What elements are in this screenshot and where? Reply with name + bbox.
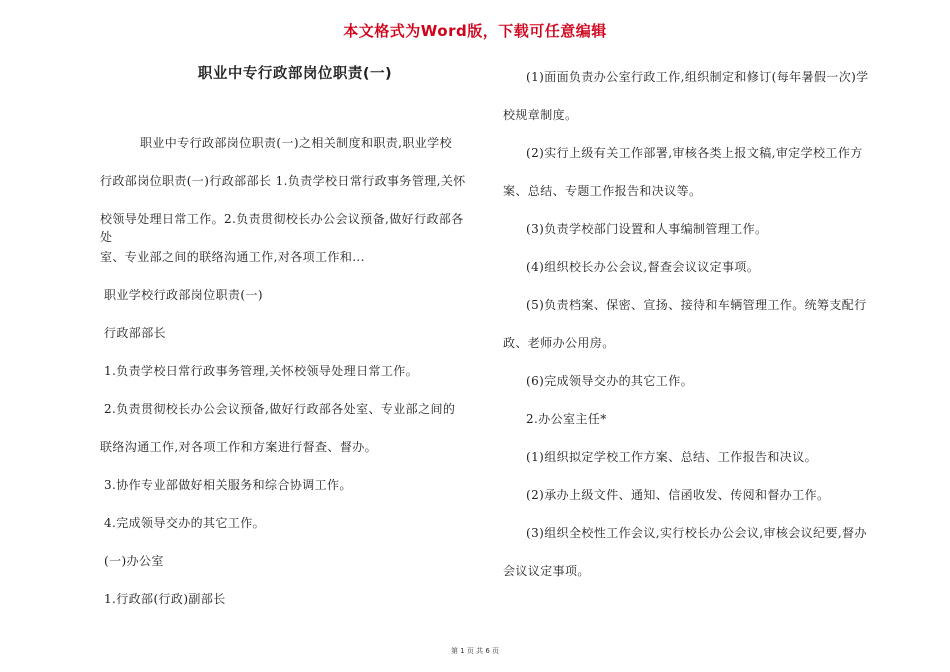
list-item: 3.协作专业部做好相关服务和综合协调工作。 (104, 478, 352, 492)
list-item: (3)组织全校性工作会议,实行校长办公会议,审核会议纪要,督办 (526, 526, 867, 540)
section-heading: (一)办公室 (104, 554, 164, 568)
list-item: (5)负责档案、保密、宣扬、接待和车辆管理工作。统筹支配行 (526, 298, 867, 312)
intro-line: 室、专业部之间的联络沟通工作,对各项工作和... (100, 250, 365, 264)
list-item-cont: 校规章制度。 (503, 108, 578, 122)
left-column (100, 0, 472, 672)
format-banner: 本文格式为Word版，下载可任意编辑 (343, 22, 607, 40)
right-column (503, 0, 895, 672)
list-item: 1.负责学校日常行政事务管理,关怀校领导处理日常工作。 (104, 364, 419, 378)
page-title: 职业中专行政部岗位职责(一) (197, 66, 393, 82)
list-item: 4.完成领导交办的其它工作。 (104, 516, 266, 530)
heading-responsibilities: 职业学校行政部岗位职责(一) (104, 288, 263, 302)
page-number: 第 1 页 共 6 页 (450, 647, 500, 655)
list-item-cont: 会议议定事项。 (503, 564, 590, 578)
list-item: (1)面面负责办公室行政工作,组织制定和修订(每年暑假一次)学 (526, 70, 869, 84)
list-item: (3)负责学校部门设置和人事编制管理工作。 (526, 222, 768, 236)
intro-line: 校领导处理日常工作。2.负责贯彻校长办公会议预备,做好行政部各处 (100, 212, 464, 244)
heading-director: 行政部部长 (104, 326, 167, 340)
intro-line: 行政部岗位职责(一)行政部部长 1.负责学校日常行政事务管理,关怀 (100, 174, 466, 188)
list-item: (4)组织校长办公会议,督查会议议定事项。 (526, 260, 760, 274)
list-item: 2.负责贯彻校长办公会议预备,做好行政部各处室、专业部之间的 (104, 402, 456, 416)
list-item: (6)完成领导交办的其它工作。 (526, 374, 693, 388)
intro-line: 职业中专行政部岗位职责(一)之相关制度和职责,职业学校 (140, 136, 452, 150)
list-item: (2)承办上级文件、通知、信函收发、传阅和督办工作。 (526, 488, 830, 502)
list-item-cont: 案、总结、专题工作报告和决议等。 (503, 184, 702, 198)
sub-heading: 2.办公室主任* (526, 412, 607, 426)
list-item: (2)实行上级有关工作部署,审核各类上报文稿,审定学校工作方 (526, 146, 863, 160)
intro-paragraph-cont (100, 248, 472, 266)
list-item: (1)组织拟定学校工作方案、总结、工作报告和决议。 (526, 450, 817, 464)
sub-heading: 1.行政部(行政)副部长 (104, 592, 226, 606)
list-item-cont: 联络沟通工作,对各项工作和方案进行督查、督办。 (100, 440, 378, 454)
intro-paragraph-cont (100, 172, 472, 190)
intro-paragraph (104, 134, 472, 152)
intro-paragraph-cont (100, 210, 472, 246)
list-item-cont: 政、老师办公用房。 (503, 336, 615, 350)
